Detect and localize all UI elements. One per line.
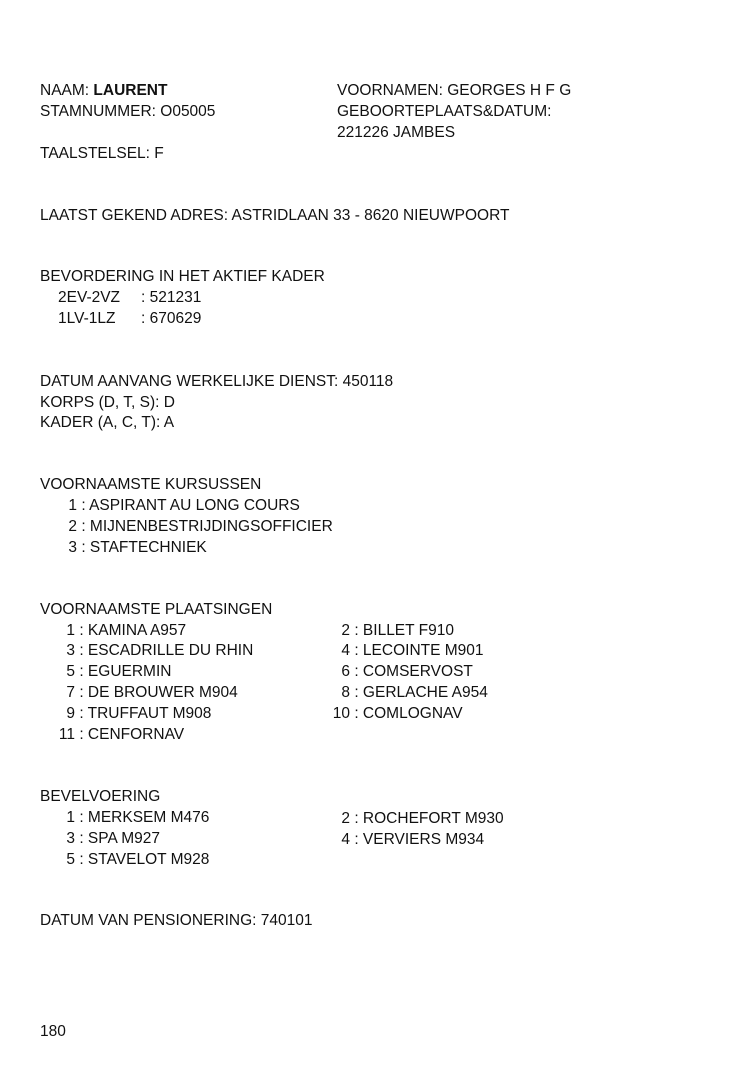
kader: KADER (A, C, T): A xyxy=(40,414,175,431)
kursussen-title: VOORNAAMSTE KURSUSSEN xyxy=(40,476,262,493)
bevelvoering-title: BEVELVOERING xyxy=(40,788,161,805)
adres: LAATST GEKEND ADRES: ASTRIDLAAN 33 - 8620 NIEUWPOORT xyxy=(40,207,510,224)
list-item: 6 : COMSERVOST xyxy=(341,663,473,680)
list-item: 11 : CENFORNAV xyxy=(58,726,185,743)
list-item: 3 : STAFTECHNIEK xyxy=(68,539,207,556)
list-item: 7 : DE BROUWER M904 xyxy=(66,684,238,701)
naam-label: NAAM: xyxy=(40,82,90,99)
bevordering-grade: 2EV-2VZ xyxy=(58,289,121,306)
bevordering-grade: 1LV-1LZ xyxy=(58,310,116,327)
datum-aanvang: DATUM AANVANG WERKELIJKE DIENST: 450118 xyxy=(40,373,394,390)
list-item: 9 : TRUFFAUT M908 xyxy=(66,705,212,722)
list-item: 5 : EGUERMIN xyxy=(66,663,172,680)
stamnummer: STAMNUMMER: O05005 xyxy=(40,103,216,120)
page-number: 180 xyxy=(40,1023,66,1040)
bevordering-item xyxy=(58,308,201,329)
list-item: 2 : ROCHEFORT M930 xyxy=(341,810,504,827)
geboorte-label: GEBOORTEPLAATS&DATUM: xyxy=(337,103,552,120)
list-item: 5 : STAVELOT M928 xyxy=(66,851,210,868)
list-item: 10 : COMLOGNAV xyxy=(332,705,463,722)
naam-value: LAURENT xyxy=(93,82,168,99)
bevordering-date: : 670629 xyxy=(141,310,202,327)
geboorte-value: 221226 JAMBES xyxy=(337,124,456,141)
naam-line xyxy=(40,80,167,101)
list-item: 3 : ESCADRILLE DU RHIN xyxy=(66,642,254,659)
list-item: 1 : MERKSEM M476 xyxy=(66,809,210,826)
korps: KORPS (D, T, S): D xyxy=(40,394,175,411)
bevordering-item xyxy=(58,287,201,308)
voornamen: VOORNAMEN: GEORGES H F G xyxy=(337,82,572,99)
list-item: 3 : SPA M927 xyxy=(66,830,161,847)
list-item: 1 : KAMINA A957 xyxy=(66,622,187,639)
taalstelsel: TAALSTELSEL: F xyxy=(40,145,164,162)
list-item: 1 : ASPIRANT AU LONG COURS xyxy=(68,497,300,514)
list-item: 4 : VERVIERS M934 xyxy=(341,831,485,848)
pensionering: DATUM VAN PENSIONERING: 740101 xyxy=(40,912,313,929)
bevordering-title: BEVORDERING IN HET AKTIEF KADER xyxy=(40,268,325,285)
list-item: 2 : BILLET F910 xyxy=(341,622,454,639)
list-item: 4 : LECOINTE M901 xyxy=(341,642,484,659)
bevordering-date: : 521231 xyxy=(141,289,202,306)
plaatsingen-title: VOORNAAMSTE PLAATSINGEN xyxy=(40,601,273,618)
list-item: 2 : MIJNENBESTRIJDINGSOFFICIER xyxy=(68,518,333,535)
list-item: 8 : GERLACHE A954 xyxy=(341,684,488,701)
